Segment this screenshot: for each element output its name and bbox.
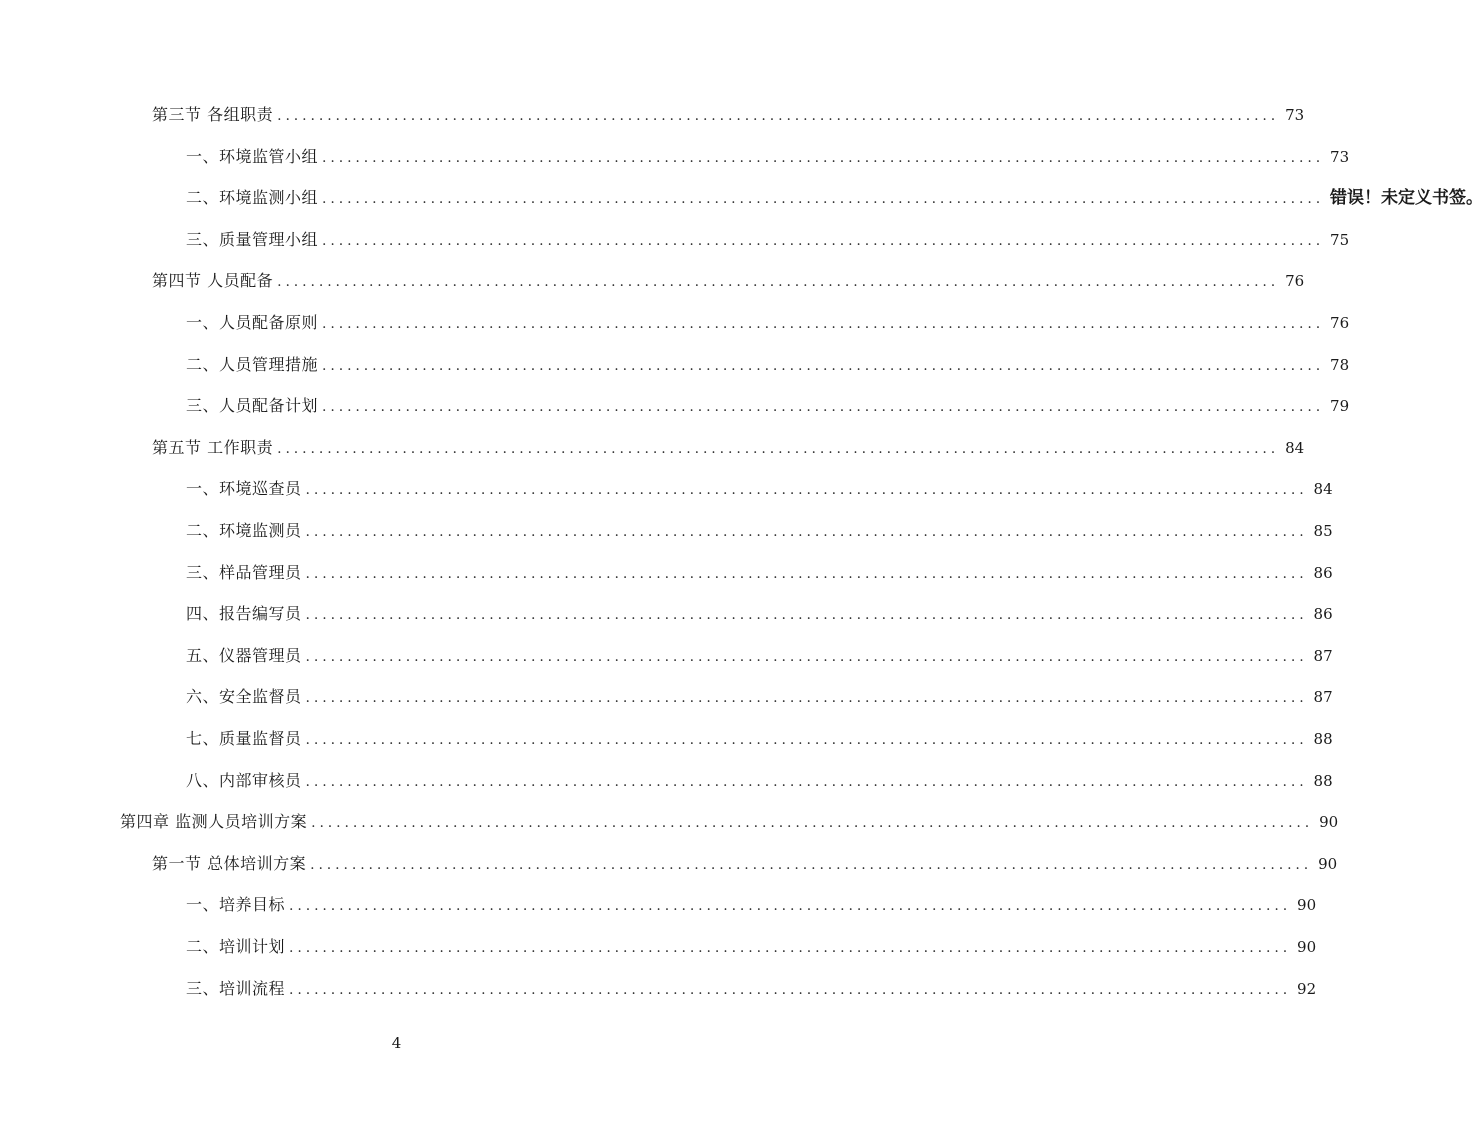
toc-entry-page-number: 76 <box>1330 314 1350 332</box>
toc-entry-title: 一、人员配备原则 <box>186 313 319 332</box>
toc-dot-leader: ........................................................................................................................ <box>289 981 1292 998</box>
toc-entry-title: 三、培训流程 <box>186 978 286 998</box>
toc-entry-page-number: 78 <box>1330 355 1350 374</box>
toc-entry[interactable] <box>186 684 1333 708</box>
toc-dot-leader: ........................................................................................................................ <box>305 482 1308 499</box>
toc-entry-title: 三、人员配备计划 <box>186 396 319 416</box>
toc-dot-leader: ........................................................................................................................ <box>305 732 1308 748</box>
toc-entry[interactable] <box>186 310 1350 334</box>
toc-entry-title: 第三节 各组职责 <box>152 105 274 124</box>
toc-entry[interactable] <box>186 352 1350 376</box>
page-number: 4 <box>391 1034 402 1052</box>
toc-entry[interactable] <box>186 934 1317 958</box>
toc-entry[interactable] <box>152 268 1305 292</box>
toc-entry-page-number: 90 <box>1318 854 1338 873</box>
toc-entry-title: 四、报告编写员 <box>186 604 302 624</box>
toc-entry[interactable] <box>186 976 1317 1000</box>
toc-dot-leader: ........................................................................................................................ <box>277 108 1280 124</box>
toc-dot-leader: ........................................................................................................................ <box>305 690 1308 707</box>
toc-entry-page-number: 73 <box>1330 147 1350 166</box>
toc-dot-leader: ........................................................................................................................ <box>305 565 1308 582</box>
toc-dot-leader: ........................................................................................................................ <box>289 898 1292 915</box>
toc-entry-page-number: 86 <box>1313 563 1333 582</box>
toc-entry-title: 八、内部审核员 <box>186 770 302 790</box>
toc-entry[interactable] <box>186 476 1333 500</box>
toc-entry[interactable] <box>186 144 1350 168</box>
toc-dot-leader: ........................................................................................................................ <box>322 149 1325 166</box>
toc-entry-title: 一、环境巡查员 <box>186 479 302 499</box>
toc-dot-leader: ........................................................................................................................ <box>311 815 1314 832</box>
toc-dot-leader: ........................................................................................................................ <box>305 524 1308 540</box>
toc-entry-page-number: 76 <box>1285 272 1305 291</box>
toc-dot-leader: ........................................................................................................................ <box>322 232 1325 249</box>
toc-dot-leader: ........................................................................................................................ <box>277 274 1280 291</box>
toc-entry-page-number: 88 <box>1313 771 1333 790</box>
toc-entry[interactable] <box>186 643 1333 667</box>
toc-dot-leader: ........................................................................................................................ <box>277 440 1280 457</box>
toc-entry-title: 第四节 人员配备 <box>152 271 274 291</box>
toc-entry-title: 二、环境监测员 <box>186 521 302 540</box>
toc-entry-title: 五、仪器管理员 <box>186 645 302 665</box>
toc-entry-page-number: 92 <box>1297 979 1317 998</box>
toc-dot-leader: ........................................................................................................................ <box>289 940 1292 956</box>
toc-dot-leader: ........................................................................................................................ <box>305 648 1308 665</box>
toc-entry[interactable] <box>186 892 1317 916</box>
toc-entry-error-text: 错误！未定义书签。 <box>1330 188 1483 209</box>
toc-entry-title: 二、培训计划 <box>186 937 286 956</box>
toc-dot-leader: ........................................................................................................................ <box>310 856 1313 873</box>
toc-entry-title: 第五节 工作职责 <box>152 437 274 457</box>
toc-entry-page-number: 86 <box>1313 605 1333 624</box>
toc-entry-title: 二、环境监测小组 <box>186 188 319 208</box>
toc-entry-page-number: 75 <box>1330 230 1350 249</box>
toc-entry[interactable] <box>152 102 1305 126</box>
toc-entry-page-number: 84 <box>1285 438 1305 457</box>
toc-entry-page-number: 87 <box>1313 646 1333 665</box>
toc-entry[interactable] <box>186 560 1333 584</box>
toc-entry-page-number: 79 <box>1330 397 1350 416</box>
toc-entry[interactable] <box>186 185 1483 209</box>
toc-entry-title: 一、培养目标 <box>186 895 286 915</box>
toc-entry[interactable] <box>186 601 1333 625</box>
toc-dot-leader: ........................................................................................................................ <box>305 607 1308 624</box>
toc-entry-page-number: 84 <box>1313 480 1333 499</box>
toc-entry-page-number: 88 <box>1313 730 1333 748</box>
toc-dot-leader: ........................................................................................................................ <box>322 357 1325 374</box>
toc-entry-page-number: 90 <box>1319 813 1339 832</box>
toc-entry-title: 三、样品管理员 <box>186 562 302 582</box>
toc-dot-leader: ........................................................................................................................ <box>322 399 1325 416</box>
toc-entry-page-number: 90 <box>1297 938 1317 956</box>
toc-dot-leader: ........................................................................................................................ <box>322 191 1325 208</box>
toc-entry[interactable] <box>186 393 1350 417</box>
toc-dot-leader: ........................................................................................................................ <box>322 316 1325 332</box>
toc-entry[interactable] <box>186 726 1333 750</box>
toc-entry-title: 六、安全监督员 <box>186 687 302 707</box>
toc-entry-title: 一、环境监管小组 <box>186 146 319 166</box>
toc-entry-page-number: 85 <box>1313 522 1333 540</box>
toc-entry-title: 七、质量监督员 <box>186 729 302 748</box>
toc-entry-title: 三、质量管理小组 <box>186 229 319 249</box>
toc-entry-page-number: 73 <box>1285 106 1305 124</box>
toc-entry-title: 第一节 总体培训方案 <box>152 853 307 873</box>
toc-entry[interactable] <box>120 809 1339 833</box>
toc-entry-page-number: 90 <box>1297 896 1317 915</box>
toc-entry-title: 第四章 监测人员培训方案 <box>120 812 308 832</box>
toc-entry[interactable] <box>186 768 1333 792</box>
toc-entry[interactable] <box>186 227 1350 251</box>
toc-entry[interactable] <box>186 518 1333 542</box>
toc-entry-page-number: 87 <box>1313 688 1333 707</box>
toc-entry-title: 二、人员管理措施 <box>186 354 319 374</box>
toc-entry[interactable] <box>152 435 1305 459</box>
toc-dot-leader: ........................................................................................................................ <box>305 773 1308 790</box>
toc-entry[interactable] <box>152 851 1338 875</box>
